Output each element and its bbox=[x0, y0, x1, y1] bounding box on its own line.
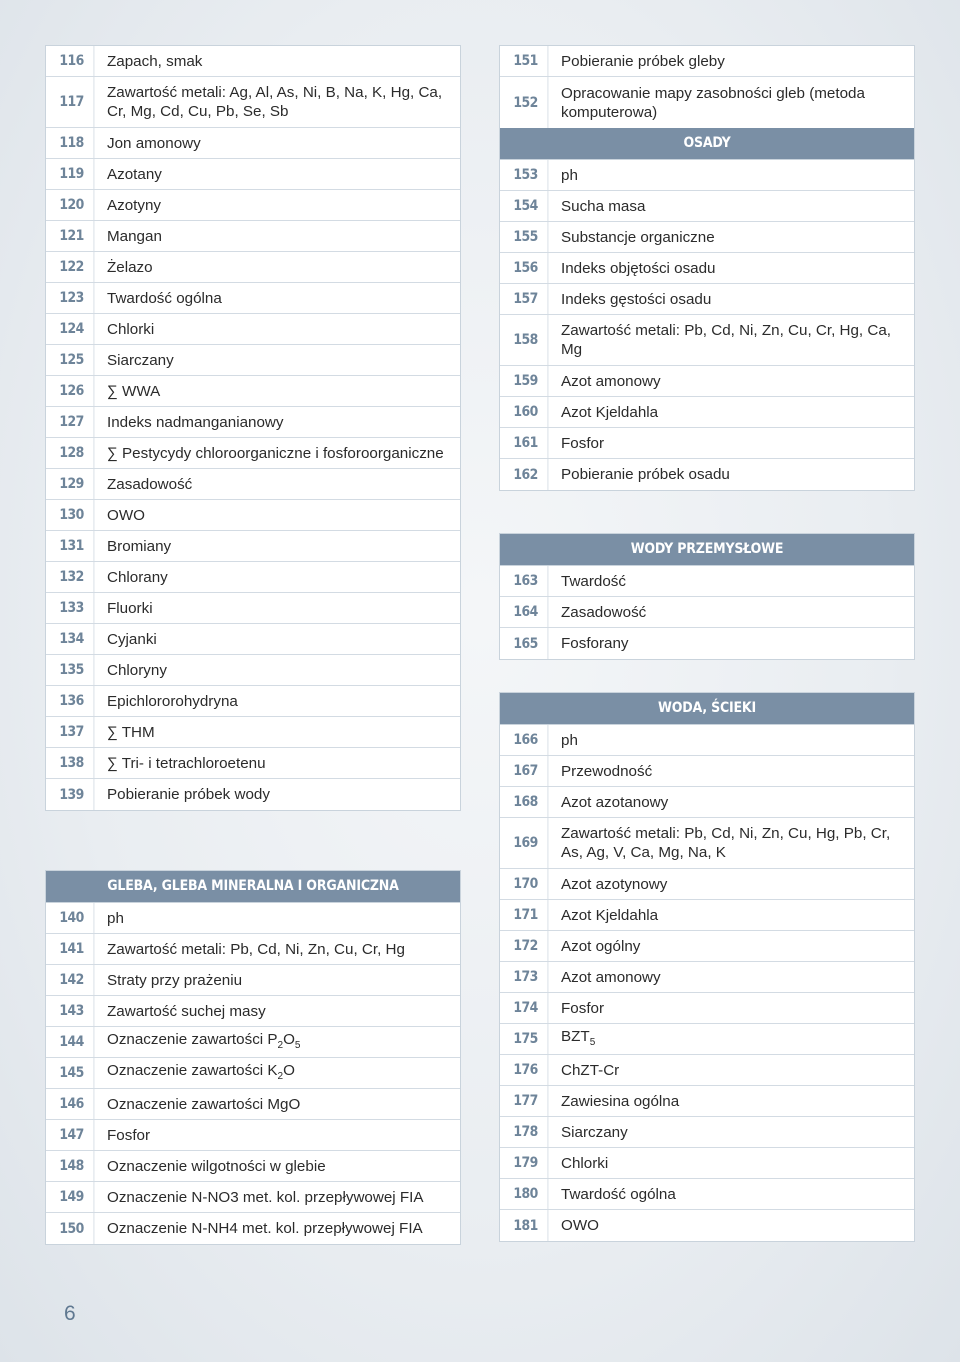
row-number: 138 bbox=[50, 748, 95, 778]
row-label bbox=[98, 314, 460, 344]
row-number: 146 bbox=[50, 1089, 95, 1119]
row-label bbox=[552, 597, 914, 627]
row-number: 136 bbox=[50, 686, 95, 716]
row-label-text: Bromiany bbox=[107, 537, 172, 555]
table-row bbox=[500, 222, 914, 253]
row-label bbox=[552, 46, 914, 76]
row-label-text: Sucha masa bbox=[561, 197, 646, 215]
row-label-text: Azot azotanowy bbox=[561, 793, 669, 811]
row-label-text: BZT bbox=[561, 1027, 590, 1045]
row-label bbox=[552, 1179, 914, 1209]
row-number: 126 bbox=[50, 376, 95, 406]
row-number: 163 bbox=[504, 566, 549, 596]
row-label-text: Opracowanie mapy zasobności gleb (metoda komputerowa) bbox=[561, 84, 865, 121]
row-label bbox=[98, 1120, 460, 1150]
row-label-text: Straty przy prażeniu bbox=[107, 971, 243, 989]
table-row bbox=[46, 376, 460, 407]
row-label-text: Azotyny bbox=[107, 196, 162, 214]
table-row bbox=[500, 869, 914, 900]
row-label bbox=[552, 1086, 914, 1116]
row-label-text: Epichlororohydryna bbox=[107, 692, 238, 710]
row-label bbox=[98, 376, 460, 406]
table-row bbox=[500, 1117, 914, 1148]
table-row bbox=[46, 283, 460, 314]
row-label bbox=[98, 562, 460, 592]
row-label bbox=[98, 779, 460, 810]
row-label-text: Fluorki bbox=[107, 599, 153, 617]
row-label-text: ∑ Pestycydy chloroorganiczne i fosforoorganiczne bbox=[107, 444, 444, 462]
table-row bbox=[46, 190, 460, 221]
row-label bbox=[552, 428, 914, 458]
table-row bbox=[46, 1058, 460, 1089]
table-row bbox=[500, 191, 914, 222]
row-label bbox=[552, 628, 914, 659]
row-label bbox=[98, 128, 460, 158]
row-number: 162 bbox=[504, 459, 549, 490]
row-number: 156 bbox=[504, 253, 549, 283]
row-label-text: Azot Kjeldahla bbox=[561, 403, 659, 421]
table-row bbox=[46, 996, 460, 1027]
row-label bbox=[98, 934, 460, 964]
table-row bbox=[46, 686, 460, 717]
table-row bbox=[46, 593, 460, 624]
row-label-text: Żelazo bbox=[107, 258, 153, 276]
row-label-text: ∑ Tri- i tetrachloroetenu bbox=[107, 754, 266, 772]
row-label-text: ∑ THM bbox=[107, 723, 155, 741]
row-number: 151 bbox=[504, 46, 549, 76]
row-label-text: Mangan bbox=[107, 227, 162, 245]
row-number: 153 bbox=[504, 160, 549, 190]
table-row bbox=[46, 77, 460, 128]
row-label-text: Fosforany bbox=[561, 635, 629, 652]
row-label bbox=[98, 1027, 460, 1057]
row-label bbox=[98, 77, 460, 127]
row-label-text: Zapach, smak bbox=[107, 52, 203, 70]
row-number: 167 bbox=[504, 756, 549, 786]
row-label-text: ph bbox=[107, 909, 124, 927]
row-label bbox=[552, 222, 914, 252]
table-row bbox=[46, 531, 460, 562]
row-label-text: Chlorki bbox=[561, 1154, 609, 1172]
row-number: 152 bbox=[504, 77, 549, 128]
table-row bbox=[46, 1089, 460, 1120]
table-row bbox=[46, 438, 460, 469]
table-row bbox=[500, 566, 914, 597]
row-number: 128 bbox=[50, 438, 95, 468]
row-number: 150 bbox=[50, 1213, 95, 1244]
wastewater-header: WODA, ŚCIEKI bbox=[500, 693, 914, 725]
row-label bbox=[98, 748, 460, 778]
row-number: 130 bbox=[50, 500, 95, 530]
table-row bbox=[500, 962, 914, 993]
table-row bbox=[500, 253, 914, 284]
table-row bbox=[46, 252, 460, 283]
row-label bbox=[552, 1117, 914, 1147]
row-label bbox=[552, 1055, 914, 1085]
row-label bbox=[98, 500, 460, 530]
row-label bbox=[98, 46, 460, 76]
row-label bbox=[552, 725, 914, 755]
table-row bbox=[46, 655, 460, 686]
row-label bbox=[98, 1151, 460, 1181]
row-number: 176 bbox=[504, 1055, 549, 1085]
row-number: 135 bbox=[50, 655, 95, 685]
row-number: 158 bbox=[504, 315, 549, 365]
row-number: 148 bbox=[50, 1151, 95, 1181]
row-number: 181 bbox=[504, 1210, 549, 1241]
row-number: 157 bbox=[504, 284, 549, 314]
subscript: 5 bbox=[294, 1039, 301, 1051]
table-row bbox=[500, 818, 914, 869]
table-row bbox=[46, 221, 460, 252]
row-label-text: Pobieranie próbek gleby bbox=[561, 52, 725, 70]
table-row bbox=[500, 459, 914, 490]
soil-rows bbox=[46, 903, 460, 1244]
row-number: 133 bbox=[50, 593, 95, 623]
row-label-text: Indeks gęstości osadu bbox=[561, 290, 712, 308]
row-label bbox=[552, 253, 914, 283]
row-label-text: Azot azotynowy bbox=[561, 875, 668, 893]
row-number: 141 bbox=[50, 934, 95, 964]
table-row bbox=[500, 1210, 914, 1241]
row-label-text: Chlorany bbox=[107, 568, 168, 586]
row-label bbox=[552, 160, 914, 190]
row-label bbox=[552, 284, 914, 314]
table-row bbox=[46, 965, 460, 996]
row-label-text: Oznaczenie zawartości MgO bbox=[107, 1095, 301, 1113]
row-label bbox=[98, 1058, 460, 1088]
row-label-text: Twardość ogólna bbox=[561, 1185, 676, 1203]
row-label-text: Oznaczenie N-NO3 met. kol. przepływowej FIA bbox=[107, 1188, 424, 1206]
table-row bbox=[500, 787, 914, 818]
row-label bbox=[98, 345, 460, 375]
row-label-text: Oznaczenie N-NH4 met. kol. przepływowej FIA bbox=[107, 1220, 423, 1237]
sludge-section bbox=[499, 45, 915, 491]
row-label bbox=[98, 996, 460, 1026]
row-number: 173 bbox=[504, 962, 549, 992]
table-row bbox=[500, 725, 914, 756]
industrial-water-section bbox=[499, 533, 915, 660]
industrial-water-rows bbox=[500, 566, 914, 659]
row-label bbox=[98, 903, 460, 933]
row-number: 139 bbox=[50, 779, 95, 810]
row-label bbox=[552, 191, 914, 221]
table-row bbox=[46, 624, 460, 655]
row-label bbox=[552, 1148, 914, 1178]
row-number: 131 bbox=[50, 531, 95, 561]
table-row bbox=[500, 160, 914, 191]
row-number: 134 bbox=[50, 624, 95, 654]
row-label bbox=[552, 1024, 914, 1054]
table-row bbox=[500, 77, 914, 128]
row-number: 170 bbox=[504, 869, 549, 899]
row-label bbox=[98, 624, 460, 654]
table-row bbox=[500, 366, 914, 397]
row-label bbox=[552, 993, 914, 1023]
table-row bbox=[46, 1027, 460, 1058]
row-label-text: Azot amonowy bbox=[561, 968, 661, 986]
wastewater-section bbox=[499, 692, 915, 1242]
table-row bbox=[46, 407, 460, 438]
water-parameters-table bbox=[45, 45, 461, 811]
table-row bbox=[46, 159, 460, 190]
row-number: 178 bbox=[504, 1117, 549, 1147]
row-label bbox=[98, 593, 460, 623]
row-label-text: Pobieranie próbek wody bbox=[107, 786, 270, 803]
row-label-text: Przewodność bbox=[561, 762, 653, 780]
row-number: 119 bbox=[50, 159, 95, 189]
row-label bbox=[98, 531, 460, 561]
soil-extra-rows bbox=[500, 46, 914, 128]
row-number: 122 bbox=[50, 252, 95, 282]
row-label bbox=[552, 869, 914, 899]
table-row bbox=[46, 903, 460, 934]
row-label-text: OWO bbox=[107, 506, 145, 524]
table-row bbox=[46, 1182, 460, 1213]
row-number: 124 bbox=[50, 314, 95, 344]
row-label-text: Zasadowość bbox=[561, 603, 647, 621]
row-label-text: Twardość bbox=[561, 572, 626, 590]
row-number: 137 bbox=[50, 717, 95, 747]
row-label-text: ChZT-Cr bbox=[561, 1061, 620, 1079]
table-row bbox=[46, 717, 460, 748]
row-number: 161 bbox=[504, 428, 549, 458]
table-row bbox=[500, 756, 914, 787]
table-row bbox=[500, 993, 914, 1024]
row-number: 121 bbox=[50, 221, 95, 251]
row-number: 144 bbox=[50, 1027, 95, 1057]
row-label-text: Azot Kjeldahla bbox=[561, 906, 659, 924]
row-label bbox=[552, 397, 914, 427]
table-row bbox=[500, 397, 914, 428]
table-row bbox=[46, 1120, 460, 1151]
row-number: 169 bbox=[504, 818, 549, 868]
row-label-text: Zasadowość bbox=[107, 475, 193, 493]
subscript: 5 bbox=[589, 1036, 596, 1048]
row-number: 180 bbox=[504, 1179, 549, 1209]
row-label bbox=[552, 315, 914, 365]
table-row bbox=[500, 1148, 914, 1179]
row-label bbox=[98, 469, 460, 499]
row-number: 118 bbox=[50, 128, 95, 158]
row-label bbox=[98, 407, 460, 437]
row-number: 142 bbox=[50, 965, 95, 995]
row-label-text: Zawartość metali: Ag, Al, As, Ni, B, Na, K, Hg, Ca, Cr, Mg, Cd, Cu, Pb, Se, Sb bbox=[107, 84, 443, 120]
row-label bbox=[552, 818, 914, 868]
row-number: 165 bbox=[504, 628, 549, 659]
table-row bbox=[500, 428, 914, 459]
table-row bbox=[500, 1086, 914, 1117]
table-row bbox=[500, 597, 914, 628]
row-label bbox=[98, 1089, 460, 1119]
table-row bbox=[46, 1213, 460, 1244]
row-label bbox=[552, 787, 914, 817]
table-row bbox=[46, 500, 460, 531]
table-row bbox=[500, 1024, 914, 1055]
row-label-text: Fosfor bbox=[107, 1126, 151, 1144]
row-label-text: Zawartość metali: Pb, Cd, Ni, Zn, Cu, Hg, Pb, Cr, As, Ag, V, Ca, Mg, Na, K bbox=[561, 825, 891, 861]
row-label-text: Azot amonowy bbox=[561, 372, 661, 390]
row-label-text: Zawartość metali: Pb, Cd, Ni, Zn, Cu, Cr, Hg, Ca, Mg bbox=[561, 322, 892, 358]
row-label bbox=[98, 965, 460, 995]
row-number: 149 bbox=[50, 1182, 95, 1212]
row-label-text: Chlorki bbox=[107, 320, 155, 338]
page-number: 6 bbox=[64, 1302, 76, 1325]
row-number: 164 bbox=[504, 597, 549, 627]
row-label-text: Azot ogólny bbox=[561, 937, 641, 955]
row-label bbox=[98, 1213, 460, 1244]
row-number: 147 bbox=[50, 1120, 95, 1150]
row-label-text: Fosfor bbox=[561, 434, 605, 452]
row-label-text: ph bbox=[561, 731, 578, 749]
table-row bbox=[46, 934, 460, 965]
row-number: 166 bbox=[504, 725, 549, 755]
row-label bbox=[98, 655, 460, 685]
row-number: 159 bbox=[504, 366, 549, 396]
row-label bbox=[98, 252, 460, 282]
table-row bbox=[500, 900, 914, 931]
row-label bbox=[98, 159, 460, 189]
table-row bbox=[46, 345, 460, 376]
row-label-text: Indeks nadmanganianowy bbox=[107, 413, 284, 431]
subscript: 2 bbox=[277, 1039, 284, 1051]
row-number: 174 bbox=[504, 993, 549, 1023]
row-label-text: Pobieranie próbek osadu bbox=[561, 466, 730, 483]
table-row bbox=[46, 1151, 460, 1182]
sludge-rows bbox=[500, 160, 914, 490]
row-number: 125 bbox=[50, 345, 95, 375]
row-label-text: Oznaczenie zawartości P bbox=[107, 1030, 278, 1048]
row-label bbox=[552, 366, 914, 396]
row-label-text: Azotany bbox=[107, 165, 162, 183]
row-number: 160 bbox=[504, 397, 549, 427]
row-number: 168 bbox=[504, 787, 549, 817]
table-row bbox=[46, 128, 460, 159]
row-label-text: OWO bbox=[561, 1217, 599, 1234]
row-number: 177 bbox=[504, 1086, 549, 1116]
table-row bbox=[500, 315, 914, 366]
row-label bbox=[552, 566, 914, 596]
row-label bbox=[98, 438, 460, 468]
row-label-text: Zawartość suchej masy bbox=[107, 1002, 266, 1020]
row-label-text: Oznaczenie zawartości K bbox=[107, 1061, 278, 1079]
row-label bbox=[98, 190, 460, 220]
row-number: 129 bbox=[50, 469, 95, 499]
row-label-text: Zawiesina ogólna bbox=[561, 1092, 680, 1110]
row-label bbox=[552, 962, 914, 992]
table-row bbox=[46, 469, 460, 500]
wastewater-rows bbox=[500, 725, 914, 1241]
row-number: 127 bbox=[50, 407, 95, 437]
row-label-text: O bbox=[283, 1030, 295, 1048]
table-row bbox=[46, 46, 460, 77]
row-number: 155 bbox=[504, 222, 549, 252]
table-row bbox=[500, 931, 914, 962]
table-row bbox=[46, 779, 460, 810]
row-label bbox=[98, 717, 460, 747]
row-label bbox=[98, 1182, 460, 1212]
row-label-text: Siarczany bbox=[107, 351, 174, 369]
row-number: 140 bbox=[50, 903, 95, 933]
row-number: 171 bbox=[504, 900, 549, 930]
row-label-text: Jon amonowy bbox=[107, 134, 201, 152]
row-label-text: Oznaczenie wilgotności w glebie bbox=[107, 1157, 326, 1175]
row-label-text: Substancje organiczne bbox=[561, 228, 715, 246]
row-label bbox=[552, 931, 914, 961]
row-label-text: Siarczany bbox=[561, 1123, 628, 1141]
row-number: 175 bbox=[504, 1024, 549, 1054]
row-label-text: O bbox=[283, 1061, 295, 1079]
table-row bbox=[500, 1055, 914, 1086]
row-number: 123 bbox=[50, 283, 95, 313]
industrial-water-header: WODY PRZEMYSŁOWE bbox=[500, 534, 914, 566]
row-number: 143 bbox=[50, 996, 95, 1026]
row-number: 154 bbox=[504, 191, 549, 221]
row-number: 179 bbox=[504, 1148, 549, 1178]
table-row bbox=[500, 284, 914, 315]
row-label-text: Fosfor bbox=[561, 999, 605, 1017]
table-row bbox=[46, 748, 460, 779]
sludge-section-header: OSADY bbox=[500, 128, 914, 160]
row-label bbox=[98, 221, 460, 251]
row-number: 117 bbox=[50, 77, 95, 127]
row-number: 116 bbox=[50, 46, 95, 76]
row-label-text: Indeks objętości osadu bbox=[561, 259, 716, 277]
row-number: 120 bbox=[50, 190, 95, 220]
row-label bbox=[98, 283, 460, 313]
row-number: 132 bbox=[50, 562, 95, 592]
row-label-text: Twardość ogólna bbox=[107, 289, 222, 307]
row-label bbox=[552, 1210, 914, 1241]
row-label-text: Chloryny bbox=[107, 661, 167, 679]
row-label bbox=[552, 756, 914, 786]
soil-section-header: GLEBA, GLEBA MINERALNA I ORGANICZNA bbox=[46, 871, 460, 903]
row-label bbox=[552, 900, 914, 930]
table-row bbox=[500, 628, 914, 659]
subscript: 2 bbox=[277, 1070, 284, 1082]
soil-section bbox=[45, 870, 461, 1245]
row-label bbox=[552, 459, 914, 490]
table-row bbox=[500, 46, 914, 77]
table-row bbox=[46, 314, 460, 345]
row-label-text: Zawartość metali: Pb, Cd, Ni, Zn, Cu, Cr, Hg bbox=[107, 940, 405, 958]
row-label-text: Cyjanki bbox=[107, 630, 157, 648]
table-row bbox=[46, 562, 460, 593]
row-label-text: ph bbox=[561, 166, 578, 184]
row-number: 145 bbox=[50, 1058, 95, 1088]
row-number: 172 bbox=[504, 931, 549, 961]
table-row bbox=[500, 1179, 914, 1210]
row-label bbox=[98, 686, 460, 716]
row-label-text: ∑ WWA bbox=[107, 382, 161, 400]
row-label bbox=[552, 77, 914, 128]
